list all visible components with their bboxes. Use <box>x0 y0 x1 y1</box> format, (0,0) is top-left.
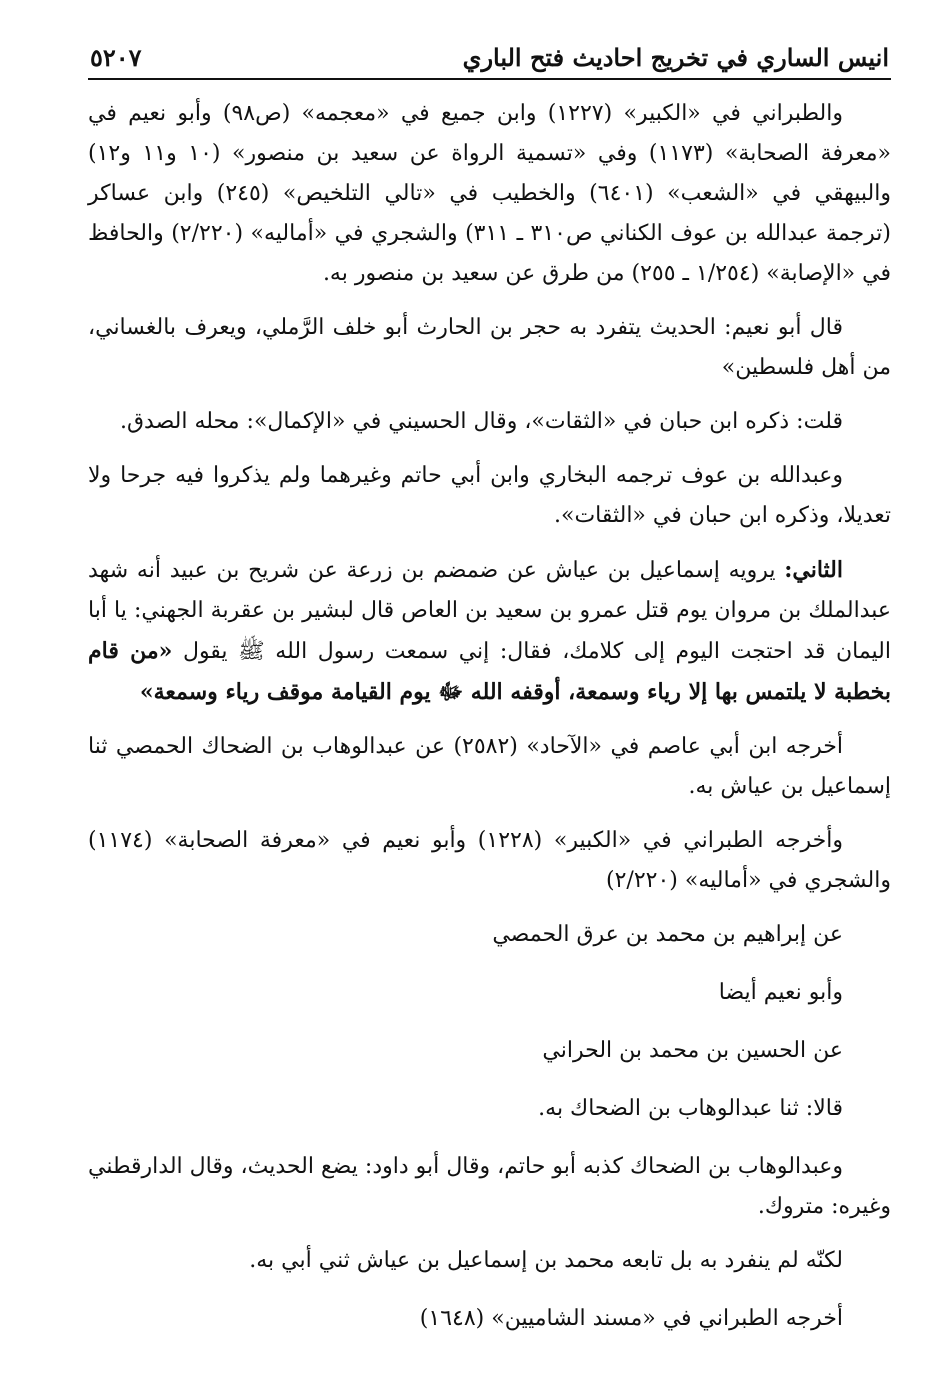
narration-text: يرويه إسماعيل بن عياش عن ضمضم بن زرعة عن شريح بن عبيد أنه شهد عبدالملك بن مروان يوم قتل عمرو بن سعيد بن العاص قال لبشير بن عقربة الجهني: يا أبا اليمان قد احتجت اليوم إلى كلامك، فقال: إني سمعت رسول الله ﷺ يقول <box>88 558 891 664</box>
paragraph-abdullah-ibn-awf: وعبدالله بن عوف ترجمه البخاري وابن أبي حاتم وغيرهما ولم يذكروا فيه جرحا ولا تعديلا، وذكره ابن حبان في «الثقات». <box>88 463 891 528</box>
paragraph-second-narration <box>88 550 891 713</box>
running-title: انيس الساري في تخريج احاديث فتح الباري <box>462 43 889 72</box>
paragraph-tabarani: وأخرجه الطبراني في «الكبير» (١٢٢٨) وأبو نعيم في «معرفة الصحابة» (١١٧٤) والشجري في «أماليه» (٢/٢٢٠) <box>88 828 891 893</box>
paragraph-ibn-abi-asim: أخرجه ابن أبي عاصم في «الآحاد» (٢٥٨٢) عن عبدالوهاب بن الضحاك الحمصي ثنا إسماعيل بن عياش به. <box>88 734 891 799</box>
page-body <box>88 94 891 1339</box>
chain-line-1: عن إبراهيم بن محمد بن عرق الحمصي <box>492 922 843 947</box>
chain-line-4: قالا: ثنا عبدالوهاب بن الضحاك به. <box>538 1096 843 1121</box>
follow-up-line: لكنّه لم ينفرد به بل تابعه محمد بن إسماعيل بن عياش ثني أبي به. <box>249 1248 843 1273</box>
paragraph-sources: والطبراني في «الكبير» (١٢٢٧) وابن جميع في «معجمه» (ص٩٨) وأبو نعيم في «معرفة الصحابة» (١١٧٣) وفي «تسمية الرواة عن سعيد بن منصور» (١٠ و١١ و١٢) والبيهقي في «الشعب» (٦٤٠١) والخطيب في «تالي التلخيص» (٢٤٥) وابن عساكر (ترجمة عبدالله بن عوف الكناني ص٣١٠ ـ ٣١١) والشجري في «أماليه» (٢/٢٢٠) والحافظ في «الإصابة» (١/٢٥٤ ـ ٢٥٥) من طرق عن سعيد بن منصور به. <box>88 101 891 286</box>
chain-line-3: عن الحسين بن محمد بن الحراني <box>542 1038 843 1063</box>
paragraph-abdulwahhab: وعبدالوهاب بن الضحاك كذبه أبو حاتم، وقال أبو داود: يضع الحديث، وقال الدارقطني وغيره: متروك. <box>88 1154 891 1219</box>
section-label: الثاني: <box>784 557 843 583</box>
page-number: ٥٢٠٧ <box>90 43 142 72</box>
paragraph-abu-nuaym: قال أبو نعيم: الحديث يتفرد به حجر بن الحارث أبو خلف الرَّملي، ويعرف بالغساني، من أهل فلسطين» <box>88 315 891 380</box>
final-source-line: أخرجه الطبراني في «مسند الشاميين» (١٦٤٨) <box>419 1306 843 1331</box>
hadith-quote: «من قام بخطبة لا يلتمس بها إلا رياء وسمعة، أوقفه الله ﷻ يوم القيامة موقف رياء وسمعة» <box>88 638 891 705</box>
chain-line-2: وأبو نعيم أيضا <box>718 980 843 1005</box>
paragraph-qultu: قلت: ذكره ابن حبان في «الثقات»، وقال الحسيني في «الإكمال»: محله الصدق. <box>119 409 843 434</box>
page-header <box>88 28 891 80</box>
